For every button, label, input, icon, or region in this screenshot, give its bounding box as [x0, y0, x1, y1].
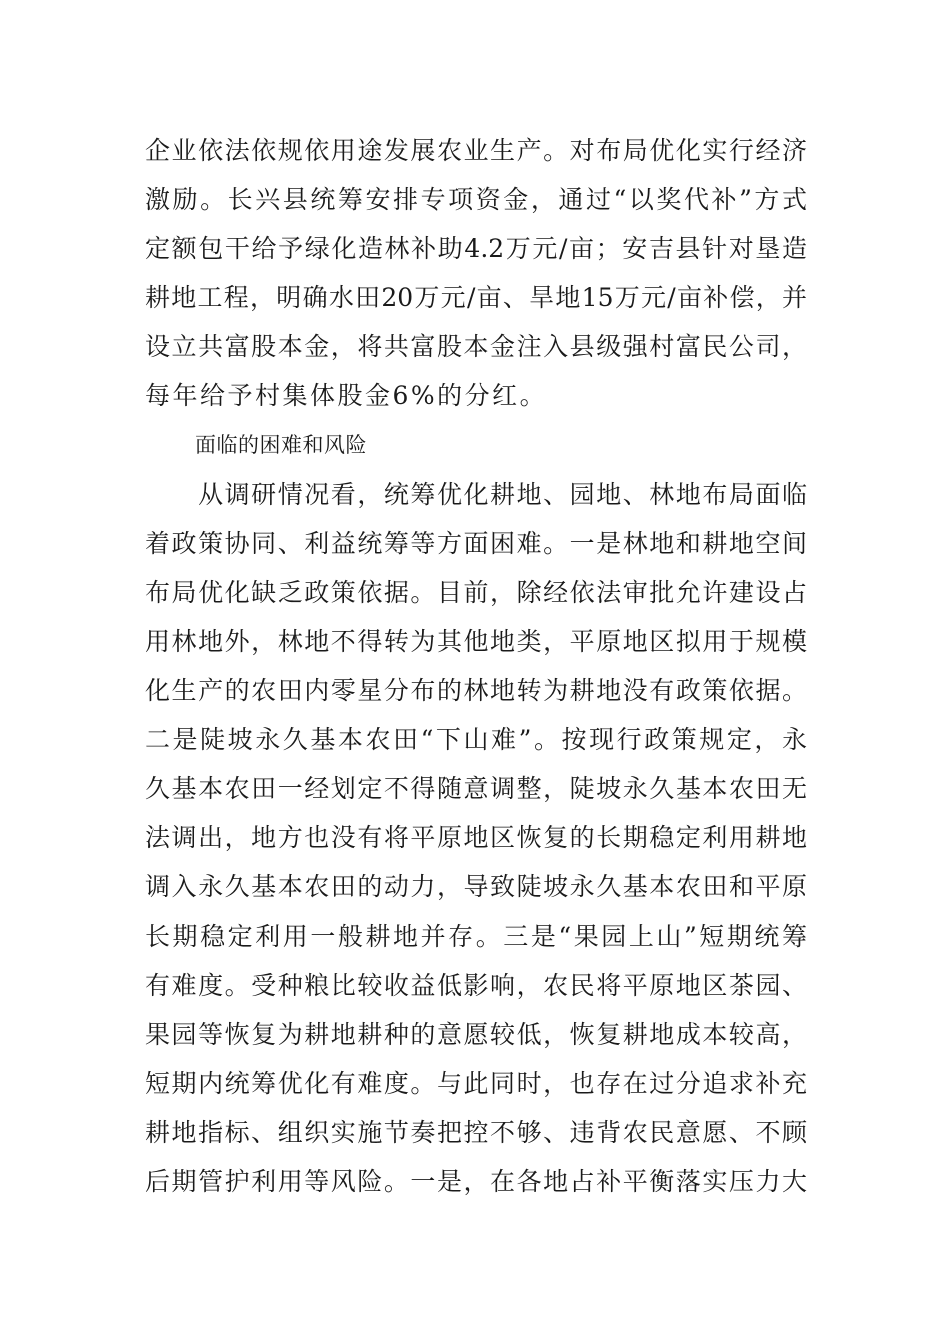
text-line: 每年给予村集体股金6%的分红。	[145, 381, 548, 411]
text-line: 用林地外，林地不得转为其他地类，平原地区拟用于规模	[145, 626, 807, 656]
text-line: 激励。长兴县统筹安排专项资金，通过“以奖代补”方式	[145, 185, 807, 215]
text-line: 后期管护利用等风险。一是，在各地占补平衡落实压力大	[145, 1166, 807, 1196]
text-line: 化生产的农田内零星分布的林地转为耕地没有政策依据。	[145, 676, 807, 706]
section-heading	[145, 421, 807, 470]
text-line: 布局优化缺乏政策依据。目前，除经依法审批允许建设占	[145, 577, 807, 607]
text-line: 有难度。受种粮比较收益低影响，农民将平原地区茶园、	[145, 970, 807, 1000]
text-line: 久基本农田一经划定不得随意调整，陡坡永久基本农田无	[145, 774, 807, 804]
section-heading-text: 面临的困难和风险	[195, 432, 367, 457]
text-line: 耕地指标、组织实施节奏把控不够、违背农民意愿、不顾	[145, 1117, 807, 1147]
text-line: 企业依法依规依用途发展农业生产。对布局优化实行经济	[145, 136, 807, 165]
text-line: 设立共富股本金，将共富股本金注入县级强村富民公司，	[145, 332, 807, 362]
text-line: 长期稳定利用一般耕地并存。三是“果园上山”短期统筹	[145, 921, 807, 951]
text-line: 定额包干给予绿化造林补助4.2万元/亩；安吉县针对垦造	[145, 234, 807, 264]
text-line: 耕地工程，明确水田20万元/亩、旱地15万元/亩补偿，并	[145, 283, 807, 313]
text-line: 法调出，地方也没有将平原地区恢复的长期稳定利用耕地	[145, 823, 807, 853]
text-line: 二是陡坡永久基本农田“下山难”。按现行政策规定，永	[145, 725, 807, 755]
text-line: 果园等恢复为耕地耕种的意愿较低，恢复耕地成本较高，	[145, 1019, 807, 1049]
paragraph-difficulties	[145, 470, 807, 1206]
paragraph-incentives	[145, 126, 807, 421]
text-line: 调入永久基本农田的动力，导致陡坡永久基本农田和平原	[145, 872, 807, 902]
text-line: 从调研情况看，统筹优化耕地、园地、林地布局面临	[145, 479, 807, 509]
text-line: 着政策协同、利益统筹等方面困难。一是林地和耕地空间	[145, 528, 807, 558]
document-body	[145, 126, 807, 1206]
text-line: 短期内统筹优化有难度。与此同时，也存在过分追求补充	[145, 1068, 807, 1098]
